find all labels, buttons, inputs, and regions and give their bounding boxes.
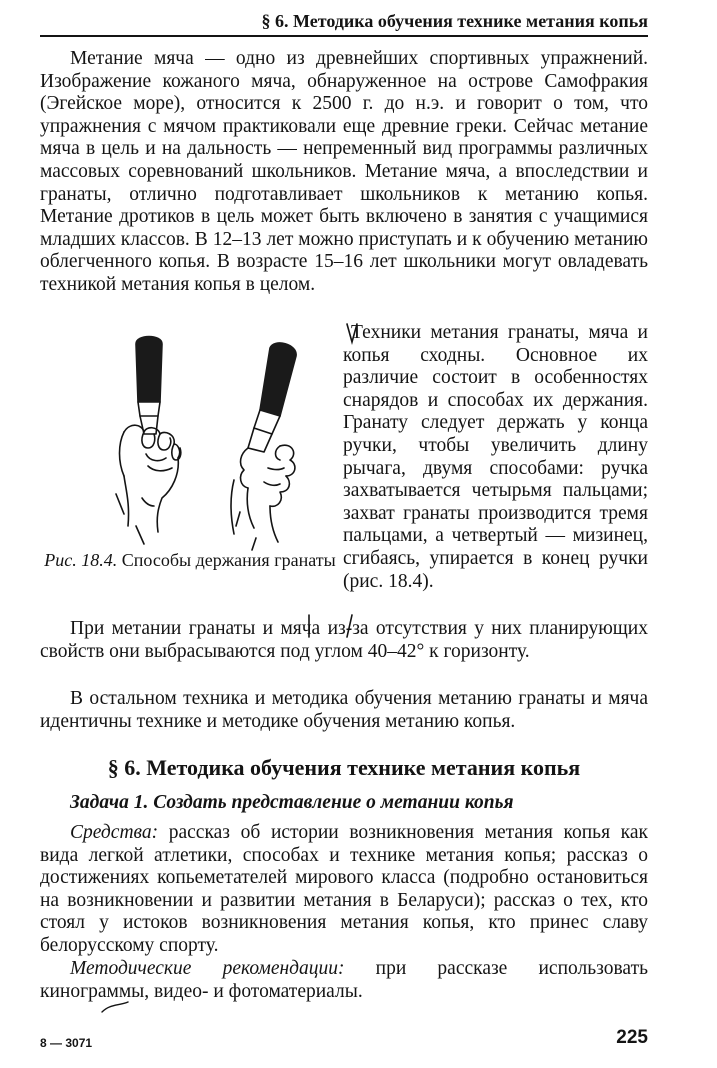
recommendations-label: Методические рекомендации: [70,958,345,979]
figure-caption [40,549,340,571]
figure-label: Рис. 18.4. [44,550,118,570]
grip-paragraph: Техники метания гранаты, мяча и копья сходны. Основное их различие состоит в особенностях снарядов и способах их держания. Гранату следует держать у конца ручки, чтобы увеличить длину рычага, двумя способами: ручка захватывается четырьмя пальцами; захват гранаты производится тремя пальцами, а четвертый — мизинец, сгибаясь, упирается в конец ручки (рис. 18.4). [343,322,648,592]
grip-four-fingers-drawing [116,337,181,545]
means-paragraph [40,822,648,958]
page-number: 225 [616,1027,648,1048]
recommendations-paragraph [40,958,648,1003]
identical-paragraph: В остальном техника и методика обучения метанию гранаты и мяча идентичны технике и методике обучения метанию копья. [40,688,648,732]
grenade-grip-figure [84,330,320,552]
recommendations-text: при рассказе использовать кинограммы, видео- и фотоматериалы. [40,958,648,1002]
figure-caption-text: Способы держания гранаты [121,550,336,570]
print-code: 8 — 3071 [40,1036,93,1050]
angle-paragraph: При метании гранаты и мяча из-за отсутствия у них планирующих свойств они выбрасываются под углом 40–42° к горизонту. [40,618,648,662]
grip-three-fingers-drawing [231,343,296,550]
task-title: Задача 1. Создать представление о метании копья [70,792,514,813]
means-label: Средства: [70,822,159,843]
means-text: рассказ об истории возникновения метания копья как вида легкой атлетики, способах и технике метания копья; рассказ о достижениях копьеметателей мирового класса (подробно остановиться на возникновении и развитии метания в Беларуси); рассказ о тех, кто стоял у истоков возникновения метания копья, кто принес славу белорусскому спорту. [40,822,648,956]
section-title: § 6. Методика обучения технике метания копья [107,755,581,780]
grenade-grip-illustration [84,330,320,552]
running-head: § 6. Методика обучения технике метания копья [40,10,648,37]
intro-paragraph: Метание мяча — одно из древнейших спортивных упражнений. Изображение кожаного мяча, обнаруженное на острове Самофракия (Эгейское море), относится к 2500 г. до н.э. и говорит о том, что упражнения с мячом практиковали еще древние греки. Сейчас метание мяча в цель и на дальность — непременный вид программы различных массовых соревнований школьников. Метание мяча, а впоследствии и гранаты, отлично подготавливает школьников к метанию копья. Метание дротиков в цель может быть включено в занятия с учащимися младших классов. В 12–13 лет можно приступать и к обучению метанию облегченного копья. В возрасте 15–16 лет школьники могут овладевать техникой метания копья в целом. [40,48,648,295]
